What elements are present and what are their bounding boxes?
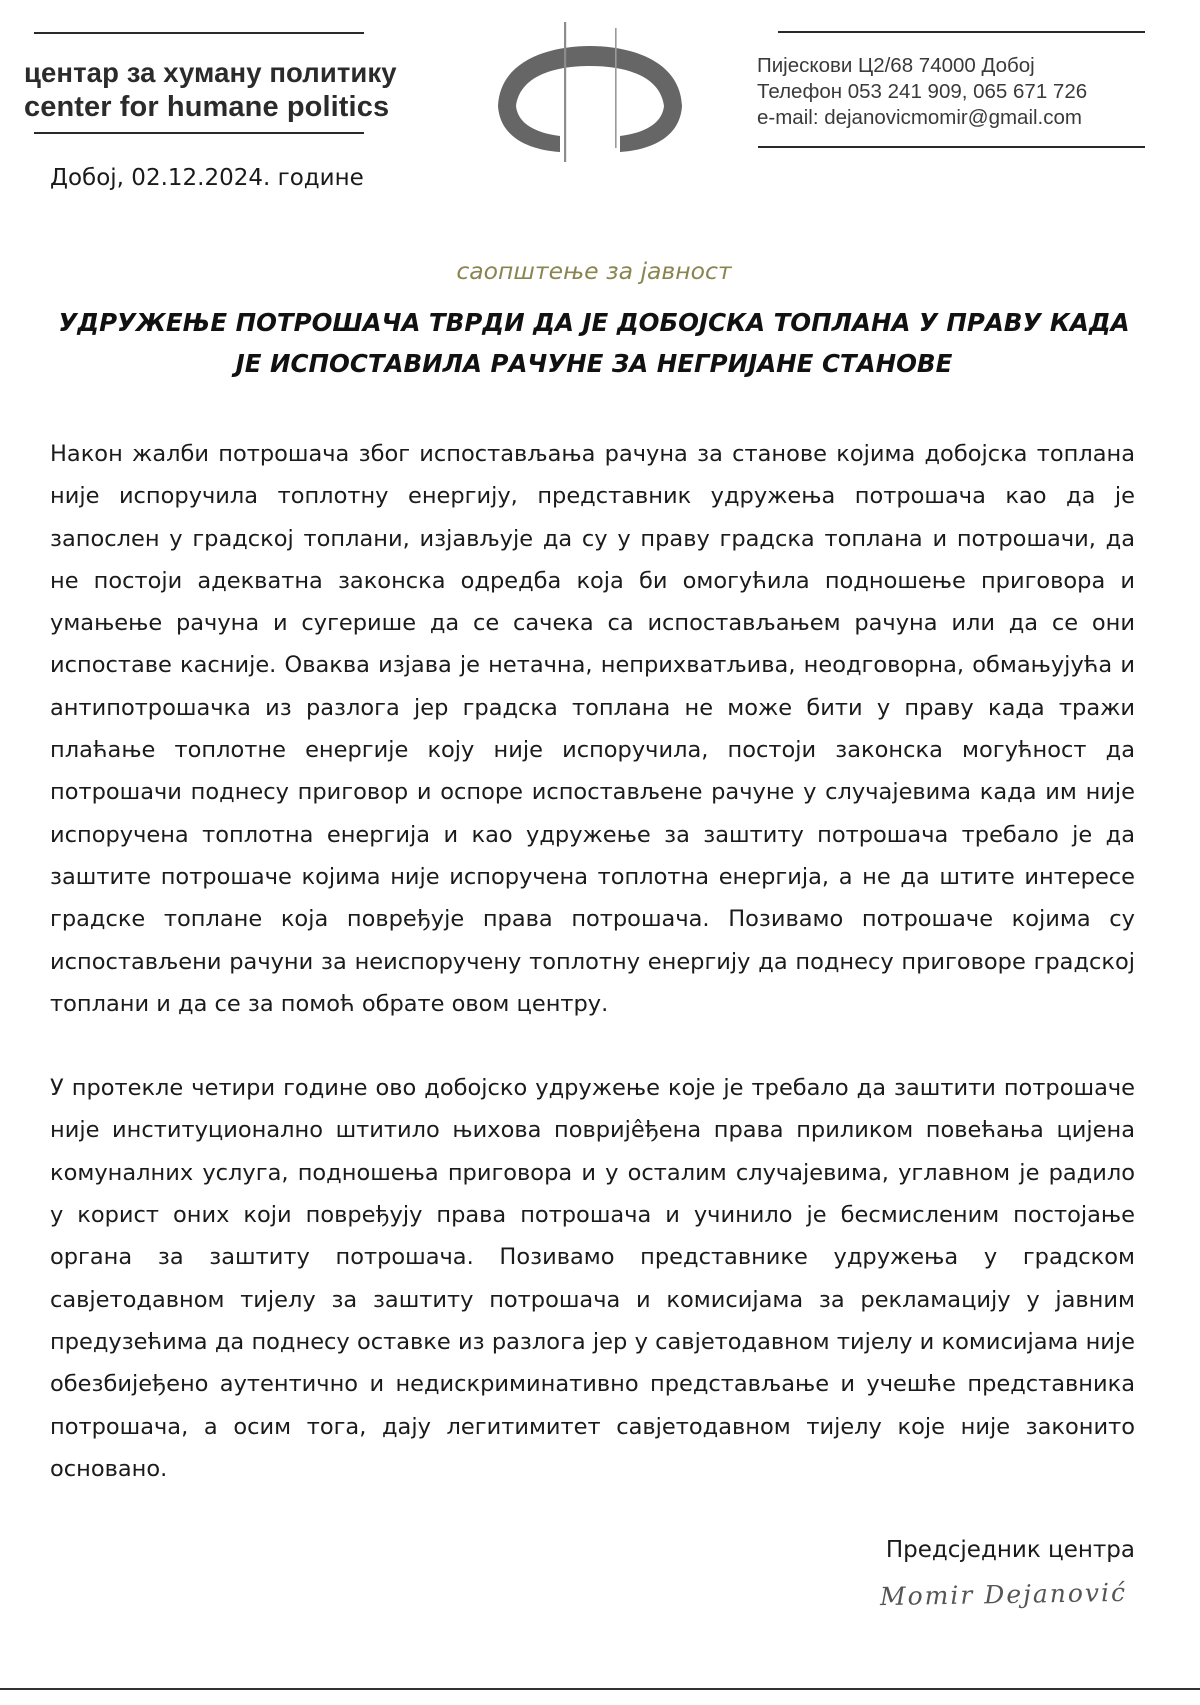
dateline: Добој, 02.12.2024. године <box>50 165 364 191</box>
body-paragraph-1: Након жалби потрошача због испостављања рачуна за станове којима добојска топлана није испоручила топлотну енергију, представник удружења потрошача као да је запослен у градској топлани, изјављује да су у праву градска топлана и потрошачи, да не постоји адекватна законска одредба која би омогућила подношење приговора и умањење рачуна и сугерише да се сачека са испостављањем рачуна или да се они испоставе касније. Оваква изјава је нетачна, неприхватљива, неодговорна, обмањујућа и антипотрошачка из разлога јер градска топлана не може бити у праву када тражи плаћање топлотне енергије коју није испоручила, постоји законска могућност да потрошачи поднесу приговор и оспоре испостављене рачуне у случајевима када им није испоручена топлотна енергија и као удружење за заштиту потрошача требало је да заштите потрошаче којима није испоручена топлотна енергија, а не да штите интересе градске топлане која повређује права потрошача. Позивамо потрошаче којима су испостављени рачуни за неиспоручену топлотну енергију да поднесу приговоре градској топлани и да се за помоћ обрате овом центру. <box>50 441 1135 1017</box>
org-name-latin: center for humane politics <box>24 91 390 123</box>
signature-title: Предсједник центра <box>885 1537 1135 1563</box>
headline <box>40 302 1148 384</box>
contact-block <box>757 53 1177 131</box>
letterhead-rule-right-top <box>778 31 1145 33</box>
footer-rule <box>0 1688 1200 1690</box>
body-paragraph-2: У протекле четири године ово добојско удружење које је требало да заштити потрошаче није институционално штитило њихова поврије̂ђена права приликом повећања цијена комуналних услуга, подношења приговора и у осталим случајевима, углавном је радило у корист оних који повређују права потрошача и учинило је бесмисленим постојање органа за заштиту потрошача. Позивамо представнике удружења у градском савјетодавном тијелу за заштиту потрошача и комисијама за рекламацију у јавним предузећима да поднесу оставке из разлога јер у савјетодавном тијелу и комисијама није обезбијеђено аутентично и недискриминативно представљање и учешће представника потрошача, а осим тога, дају легитимитет савјетодавном тијелу које није законито основано. <box>50 1075 1135 1482</box>
contact-address: Пијескови Ц2/68 74000 Добој <box>757 54 1035 77</box>
organization-name <box>24 56 424 124</box>
letterhead-rule-left-bottom <box>34 132 364 134</box>
document-type: саопштење за јавност <box>456 257 732 285</box>
org-name-cyrillic: центар за хуману политику <box>24 57 397 88</box>
humane-politics-logo-icon <box>490 20 690 165</box>
contact-phone: Телефон 053 241 909, 065 671 726 <box>757 80 1088 103</box>
signature-name: Momir Dejanović <box>879 1577 1128 1612</box>
contact-email: e-mail: dejanovicmomir@gmail.com <box>757 106 1082 129</box>
letterhead-rule-left-top <box>34 32 364 34</box>
headline-line-2: ЈЕ ИСПОСТАВИЛА РАЧУНЕ ЗА НЕГРИЈАНЕ СТАНОВЕ <box>235 349 953 378</box>
letterhead-rule-right-bottom <box>758 146 1145 148</box>
headline-line-1: УДРУЖЕЊЕ ПОТРОШАЧА ТВРДИ ДА ЈЕ ДОБОЈСКА ТОПЛАНА У ПРАВУ КАДА <box>58 308 1130 337</box>
body-text <box>50 433 1135 1490</box>
